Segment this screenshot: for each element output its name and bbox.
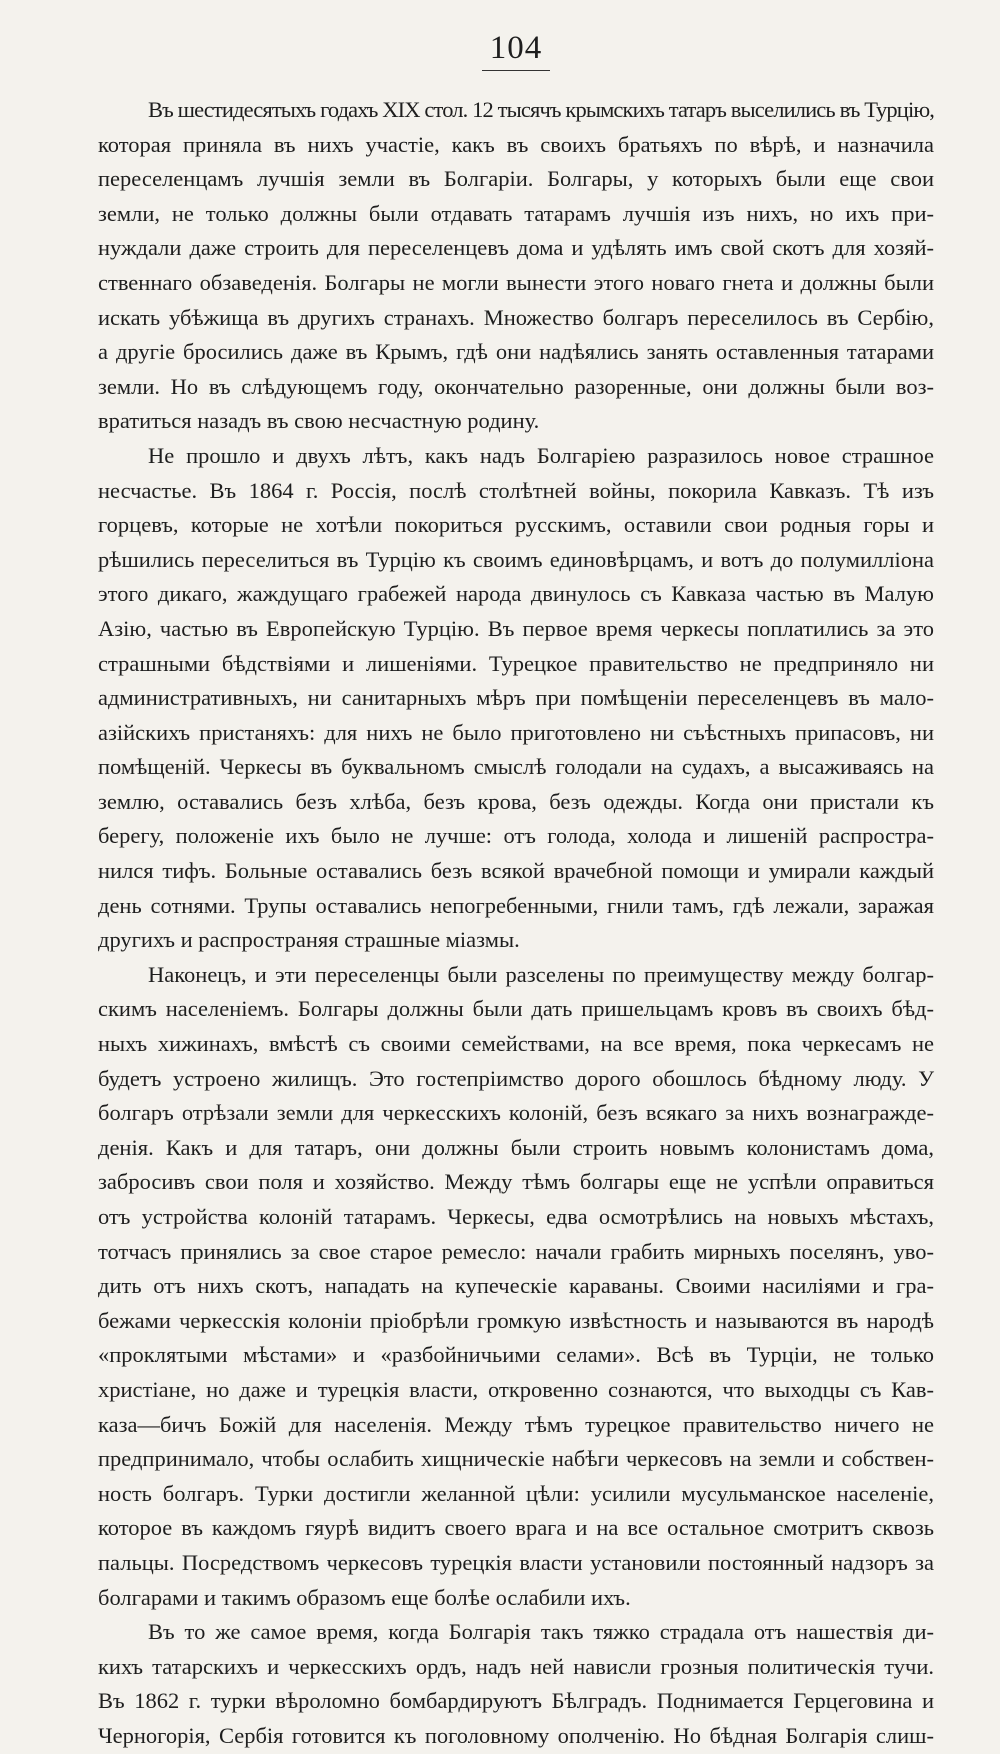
- text-line: Въ 1862 г. турки вѣроломно бомбардируютъ Бѣлградъ. Поднимается Герцеговина и: [98, 1688, 934, 1714]
- text-line: переселенцамъ лучшія земли въ Болгаріи. Болгары, у которыхъ были еще свои: [98, 166, 934, 192]
- text-line: тотчасъ принялись за свое старое ремесло: начали грабить мирныхъ поселянъ, уво-: [98, 1238, 934, 1264]
- text-line: которая приняла въ нихъ участіе, какъ въ своихъ братьяхъ по вѣрѣ, и назначила: [98, 131, 934, 157]
- text-line: болгарами и такимъ образомъ еще болѣе ослабили ихъ.: [98, 1584, 631, 1610]
- text-line: другихъ и распространяя страшные міазмы.: [98, 927, 520, 953]
- text-line: а другіе бросились даже въ Крымъ, гдѣ они надѣялись занять оставленныя татарами: [98, 339, 934, 365]
- paragraph: [98, 439, 934, 958]
- text-line: берегу, положеніе ихъ было не лучше: отъ голода, холода и лишеній распростра-: [98, 823, 934, 849]
- text-line: Не прошло и двухъ лѣтъ, какъ надъ Болгаріею разразилось новое страшное: [148, 442, 934, 468]
- body-text: [98, 93, 934, 1754]
- text-line: пальцы. Посредствомъ черкесовъ турецкія власти установили постоянный надзоръ за: [98, 1549, 934, 1575]
- text-line: бежами черкесскія колоніи пріобрѣли громкую извѣстность и называются въ народѣ: [98, 1307, 934, 1333]
- text-line: землю, оставались безъ хлѣба, безъ крова, безъ одежды. Когда они пристали къ: [98, 788, 934, 814]
- text-line: ныхъ хижинахъ, вмѣстѣ съ своими семействами, на все время, пока черкесамъ не: [98, 1031, 934, 1057]
- text-line: день сотнями. Трупы оставались непогребенными, гнили тамъ, гдѣ лежали, заражая: [98, 892, 934, 918]
- text-line: Азію, частью въ Европейскую Турцію. Въ первое время черкесы поплатились за это: [98, 615, 934, 641]
- text-line: страшными бѣдствіями и лишеніями. Турецкое правительство не предприняло ни: [98, 650, 934, 676]
- text-line: болгаръ отрѣзали земли для черкесскихъ колоній, безъ всякаго за нихъ вознагражде-: [98, 1100, 934, 1126]
- text-line: скимъ населеніемъ. Болгары должны были дать пришельцамъ кровъ въ своихъ бѣд-: [98, 996, 934, 1022]
- text-line: нуждали даже строить для переселенцевъ дома и удѣлять имъ свой скотъ для хозяй-: [98, 235, 934, 261]
- text-line: христіане, но даже и турецкія власти, откровенно сознаются, что выходцы съ Кав-: [98, 1376, 934, 1402]
- paragraph: [98, 958, 934, 1615]
- text-line: денія. Какъ и для татаръ, они должны были строить новымъ колонистамъ дома,: [98, 1134, 934, 1160]
- text-line: земли, не только должны были отдавать татарамъ лучшія изъ нихъ, но ихъ при-: [98, 200, 934, 226]
- page-number: 104: [482, 30, 551, 71]
- text-line: Наконецъ, и эти переселенцы были разселены по преимуществу между болгар-: [148, 961, 934, 987]
- text-line: кихъ татарскихъ и черкесскихъ ордъ, надъ ней нависли грозныя политическія тучи.: [98, 1653, 934, 1679]
- text-line: азійскихъ пристаняхъ: для нихъ не было приготовлено ни съѣстныхъ припасовъ, ни: [98, 719, 934, 745]
- text-line: «проклятыми мѣстами» и «разбойничьими селами». Всѣ въ Турціи, не только: [98, 1342, 934, 1368]
- text-line: забросивъ свои поля и хозяйство. Между тѣмъ болгары еще не успѣли оправиться: [98, 1169, 934, 1195]
- text-line: предпринимало, чтобы ослабить хищническіе набѣги черкесовъ на земли и собствен-: [98, 1446, 934, 1472]
- text-line: несчастье. Въ 1864 г. Россія, послѣ столѣтней войны, покорила Кавказъ. Тѣ изъ: [98, 477, 934, 503]
- text-line: которое въ каждомъ гяурѣ видитъ своего врага и на все остальное смотритъ сквозь: [98, 1515, 934, 1541]
- text-line: будетъ устроено жилищъ. Это гостепріимство дорого обошлось бѣдному люду. У: [98, 1065, 934, 1091]
- text-line: дить отъ нихъ скотъ, нападать на купеческіе караваны. Своими насиліями и гра-: [98, 1273, 934, 1299]
- text-line: Черногорія, Сербія готовится къ поголовному ополченію. Но бѣдная Болгарія слиш-: [98, 1722, 934, 1748]
- text-line: земли. Но въ слѣдующемъ году, окончательно разоренные, они должны были воз-: [98, 373, 934, 399]
- text-line: ность болгаръ. Турки достигли желанной цѣли: усилили мусульманское населеніе,: [98, 1480, 934, 1506]
- text-line: ственнаго обзаведенія. Болгары не могли вынести этого новаго гнета и должны были: [98, 269, 934, 295]
- text-line: Въ шестидесятыхъ годахъ XIX стол. 12 тысячъ крымскихъ татаръ выселились въ Турцію,: [148, 97, 934, 122]
- page-header: [98, 30, 934, 71]
- text-line: каза—бичъ Божій для населенія. Между тѣмъ турецкое правительство ничего не: [98, 1411, 934, 1437]
- text-line: нился тифъ. Больные оставались безъ всякой врачебной помощи и умирали каждый: [98, 858, 934, 884]
- text-line: рѣшились переселиться въ Турцію къ своимъ единовѣрцамъ, и вотъ до полумилліона: [98, 546, 934, 572]
- text-line: отъ устройства колоній татарамъ. Черкесы, едва осмотрѣлись на новыхъ мѣстахъ,: [98, 1204, 934, 1229]
- text-line: Въ то же самое время, когда Болгарія такъ тяжко страдала отъ нашествія ди-: [148, 1619, 934, 1645]
- paragraph: [98, 1615, 934, 1753]
- text-line: горцевъ, которые не хотѣли покориться русскимъ, оставили свои родныя горы и: [98, 512, 934, 538]
- text-line: искать убѣжища въ другихъ странахъ. Множество болгаръ переселилось въ Сербію,: [98, 304, 934, 330]
- paragraph: [98, 93, 934, 439]
- text-line: помѣщеній. Черкесы въ буквальномъ смыслѣ голодали на судахъ, а высаживаясь на: [98, 754, 934, 780]
- text-line: административныхъ, ни санитарныхъ мѣръ при помѣщеніи переселенцевъ въ мало-: [98, 685, 934, 711]
- text-line: вратиться назадъ въ свою несчастную родину.: [98, 408, 540, 434]
- text-line: этого дикаго, жаждущаго грабежей народа двинулось съ Кавказа частью въ Малую: [98, 581, 934, 607]
